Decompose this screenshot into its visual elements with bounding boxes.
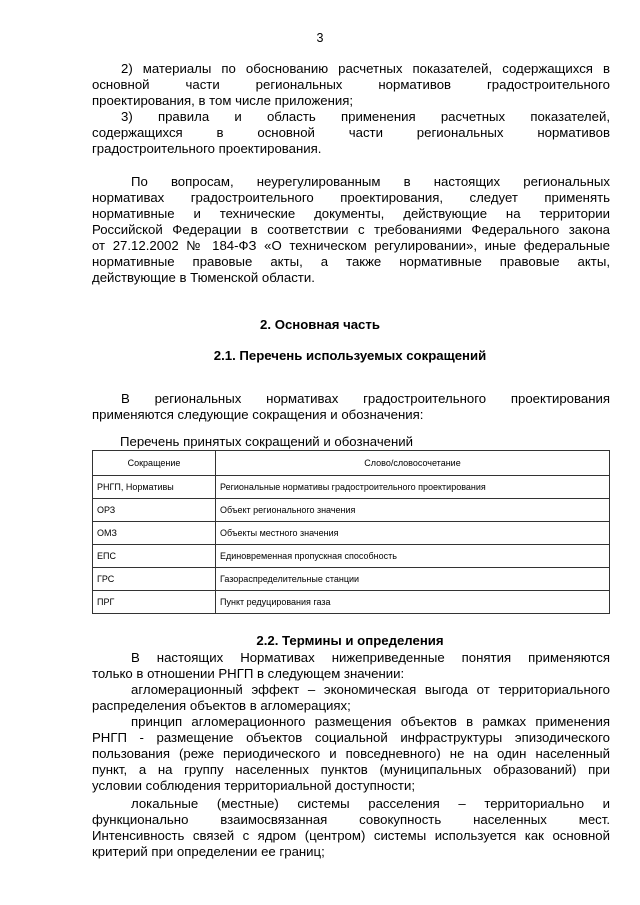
table-row [93,568,610,591]
table-header-row [93,451,610,476]
table-row [93,545,610,568]
table-cell: ЕПС [93,545,216,568]
table-row [93,476,610,499]
text-line: В настоящих Нормативах нижеприведенные понятия применяются [131,650,610,665]
text-line: проектирования, в том числе приложения; [92,93,354,108]
text-line: По вопросам, неурегулированным в настоящих региональных [131,174,610,189]
section-heading-main: 2. Основная часть [260,317,380,332]
table-cell: Объекты местного значения [216,522,610,545]
text-line: 2) материалы по обоснованию расчетных показателей, содержащихся в [121,61,610,76]
table-cell: Пункт редуцирования газа [216,591,610,614]
text-line: Интенсивность связей с ядром (центром) системы используется как основной [92,828,610,843]
text-line: только в отношении РНГП в следующем значении: [92,666,405,681]
section-heading-abbreviations: 2.1. Перечень используемых сокращений [213,348,487,363]
page-number: 3 [316,31,324,45]
text-line: В региональных нормативах градостроительного проектирования [121,391,610,406]
table-cell: Региональные нормативы градостроительного проектирования [216,476,610,499]
section-heading-terms: 2.2. Термины и определения [256,633,444,648]
text-line: нормативные правовые акты, а также нормативные правовые акты, [92,254,610,269]
table-caption: Перечень принятых сокращений и обозначений [120,434,414,449]
table-cell: Единовременная пропускная способность [216,545,610,568]
text-line: применяются следующие сокращения и обозначения: [92,407,424,422]
text-line: от 27.12.2002 № 184-ФЗ «О техническом регулировании», иные федеральные [92,238,610,253]
text-line: функционально взаимосвязанная совокупность населенных мест. [92,812,610,827]
table-cell: ПРГ [93,591,216,614]
text-line: содержащихся в основной части региональных нормативов [92,125,610,140]
column-header-meaning: Слово/словосочетание [216,451,610,476]
table-row [93,591,610,614]
table-row [93,522,610,545]
abbreviations-table [92,450,610,614]
text-line: РНГП - размещение объектов социальной инфраструктуры эпизодического [92,730,610,745]
text-line: градостроительного проектирования. [92,141,322,156]
text-line: действующие в Тюменской области. [92,270,315,285]
text-line: распределения объектов в агломерациях; [92,698,351,713]
text-line: Российской Федерации в соответствии с требованиями Федерального закона [92,222,610,237]
table-cell: ОМЗ [93,522,216,545]
text-line: нормативах градостроительного проектирования, следует применять [92,190,610,205]
text-line: агломерационный эффект – экономическая выгода от территориального [131,682,610,697]
text-line: 3) правила и область применения расчетных показателей, [121,109,610,124]
text-line: локальные (местные) системы расселения – территориально и [131,796,610,811]
table-cell: РНГП, Нормативы [93,476,216,499]
table-cell: Объект регионального значения [216,499,610,522]
table-cell: ГРС [93,568,216,591]
text-line: критерий при определении ее границ; [92,844,325,859]
text-line: нормативные и технические документы, действующие на территории [92,206,610,221]
text-line: пункт, а на группу населенных пунктов (муниципальных образований) при [92,762,610,777]
text-line: условии соблюдения территориальной доступности; [92,778,415,793]
column-header-abbreviation: Сокращение [93,451,216,476]
table-row [93,499,610,522]
text-line: принцип агломерационного размещения объектов в рамках применения [131,714,610,729]
table-cell: Газораспределительные станции [216,568,610,591]
text-line: основной части региональных нормативов градостроительного [92,77,610,92]
table-cell: ОРЗ [93,499,216,522]
text-line: пользования (реже периодического и повседневного) не на один населенный [92,746,610,761]
